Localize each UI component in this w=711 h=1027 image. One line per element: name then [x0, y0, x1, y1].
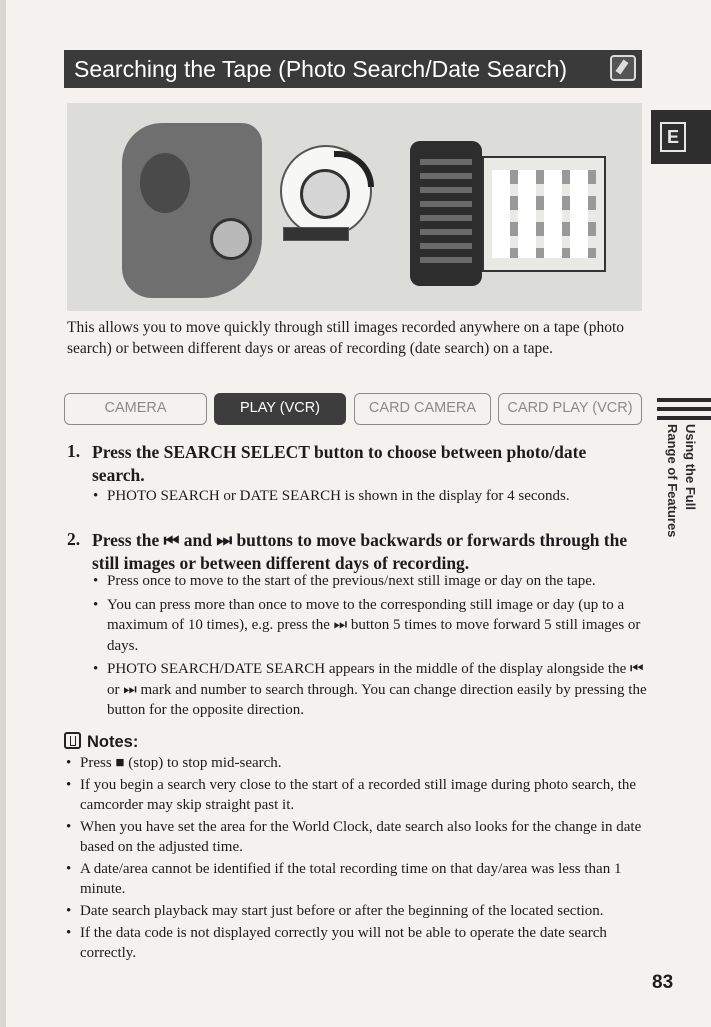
camcorder-diagram	[122, 123, 262, 298]
camcorder-dial	[210, 218, 252, 260]
page-number: 83	[652, 972, 674, 993]
tape-search-icon	[610, 55, 636, 81]
mode-card-camera: CARD CAMERA	[354, 393, 491, 425]
list-item: • Press once to move to the start of the previous/next still image or day on the tape.	[93, 571, 648, 592]
list-item: • If you begin a search very close to the start of a recorded still image during photo search, the camcorder may skip straight past it.	[64, 775, 644, 815]
mode-indicator-bar	[64, 393, 642, 425]
side-tab-label	[662, 424, 702, 544]
step-title: Press the ⏮ and ⏭ buttons to move backwards or forwards through the still images or between different days of recording.	[92, 530, 628, 573]
notes-icon	[64, 732, 81, 749]
mode-play-vcr: PLAY (VCR)	[214, 393, 346, 425]
wireless-controller-diagram	[410, 141, 482, 286]
list-item: • If the data code is not displayed correctly you will not be able to operate the date search correctly.	[64, 923, 644, 963]
list-item: • When you have set the area for the World Clock, date search also looks for the change in date based on the adjusted time.	[64, 817, 644, 857]
language-tab	[651, 110, 711, 164]
language-tab-label: E	[660, 122, 686, 152]
notes-title: Notes:	[87, 733, 139, 751]
list-item: • Press ■ (stop) to stop mid-search.	[64, 753, 644, 773]
power-label-icon	[283, 227, 349, 241]
mode-card-play-vcr: CARD PLAY (VCR)	[498, 393, 642, 425]
page-title-bar	[64, 50, 642, 88]
list-item: • PHOTO SEARCH or DATE SEARCH is shown in the display for 4 seconds.	[93, 486, 633, 507]
dial-closeup	[280, 145, 372, 237]
list-item: • Date search playback may start just before or after the beginning of the located section.	[64, 901, 644, 921]
controller-button-closeup	[482, 156, 606, 272]
divider	[657, 407, 711, 411]
list-item: • A date/area cannot be identified if the total recording time on that day/area was less than 1 minute.	[64, 859, 644, 899]
page-title: Searching the Tape (Photo Search/Date Search)	[74, 56, 568, 82]
divider	[657, 398, 711, 402]
step-number: 2.	[67, 529, 81, 549]
intro-text: This allows you to move quickly through still images recorded anywhere on a tape (photo search) or between different days or areas of recording (date search) on a tape.	[67, 319, 625, 357]
mode-camera: CAMERA	[64, 393, 207, 425]
step-bullets	[93, 486, 633, 510]
divider	[657, 416, 711, 420]
notes-heading	[64, 732, 138, 752]
side-tab-line-1: Using the Full	[683, 424, 698, 510]
step-number: 1.	[67, 441, 81, 461]
step-title: Press the SEARCH SELECT button to choose between photo/date search.	[92, 442, 587, 485]
side-tab-line-2: Range of Features	[665, 424, 680, 538]
notes-list	[64, 753, 644, 965]
step-bullets	[93, 571, 648, 724]
list-item: • You can press more than once to move to the corresponding still image or day (up to a maximum of 10 times), e.g. press the ⏭ button 5 times to move forward 5 still images or days.	[93, 595, 648, 657]
rotate-arrow-icon	[334, 151, 374, 187]
list-item: • PHOTO SEARCH/DATE SEARCH appears in the middle of the display alongside the ⏮ or ⏭ mark and number to search through. You can change direction easily by pressing the button for the opposite direction.	[93, 659, 648, 721]
camcorder-lens	[140, 153, 190, 213]
side-tab-lines	[657, 398, 711, 425]
scan-edge	[0, 0, 6, 1027]
illustration	[67, 103, 642, 311]
